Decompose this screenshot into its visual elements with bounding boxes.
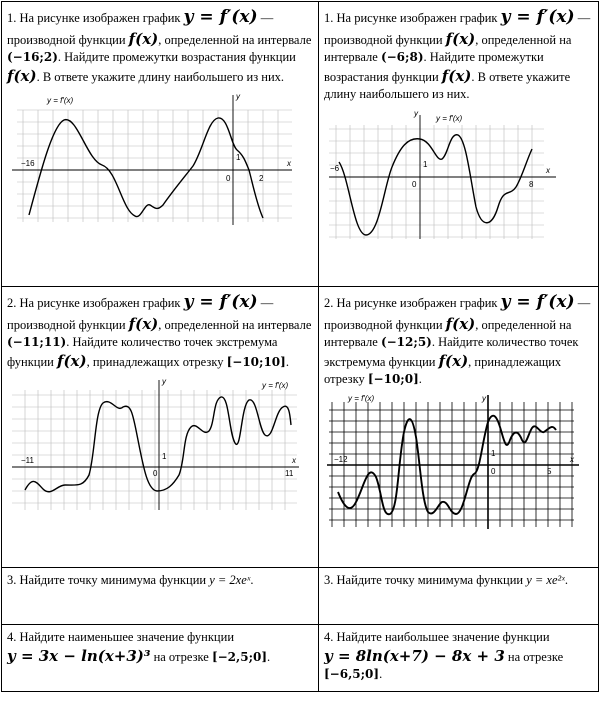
task-text: . В ответе укажите длину наибольшего из них. — [36, 70, 285, 85]
task-text: — — [260, 11, 274, 25]
tick-label: 0 — [226, 174, 231, 184]
segment: [−10;0] — [367, 372, 419, 387]
task-4-left — [2, 625, 319, 692]
tick-label: 8 — [529, 180, 534, 190]
function-symbol: f(x) — [57, 352, 87, 371]
task-text: производной функции — [7, 317, 126, 332]
task-text: Найдите точку минимума функции — [336, 573, 524, 587]
task-number: 4. — [7, 630, 17, 644]
task-text: — производной функции — [324, 296, 591, 332]
graph-task-1-right — [324, 107, 582, 242]
task-text: . Найдите количество точек экстремума функции — [324, 335, 579, 370]
function-formula: y = 8ln(x+7) − 8x + 3 — [324, 646, 505, 665]
tick-label: 2 — [259, 174, 264, 184]
y-axis-label: y — [236, 92, 240, 102]
tick-label: 11 — [285, 469, 294, 479]
tick-label: 0 — [412, 180, 417, 190]
tick-label: −16 — [21, 159, 35, 169]
task-2-left — [2, 287, 319, 568]
task-text: , принадлежащих отрезку — [86, 355, 224, 370]
task-number: 3. — [7, 573, 17, 587]
task-text: . Найдите промежутки возрастания функции — [57, 50, 296, 65]
task-text: на отрезке — [507, 649, 564, 664]
task-text: , определенной на интервале — [324, 317, 572, 350]
x-axis-label: x — [546, 166, 550, 176]
task-text: Найдите наименьшее значение функции — [19, 630, 235, 644]
task-text: . — [379, 667, 383, 682]
derivative-curve — [25, 397, 291, 492]
tick-label: 0 — [491, 467, 496, 477]
task-text: . — [250, 573, 254, 587]
task-text: Найдите наибольшее значение функции — [336, 630, 550, 644]
tick-label: 1 — [236, 153, 241, 163]
y-axis-label: y — [414, 109, 418, 119]
task-text: . Найдите промежутки возрастания функции — [324, 50, 544, 85]
interval: (−16;2) — [7, 50, 58, 65]
function-symbol: f(x) — [128, 29, 159, 48]
tick-label: −11 — [21, 456, 34, 466]
tick-label: 5 — [547, 467, 552, 477]
derivative-formula: y = f′(x) — [500, 7, 575, 27]
y-axis-label: y — [162, 377, 166, 387]
graph-label: y = f′(x) — [348, 394, 375, 404]
tick-label: −12 — [334, 455, 348, 465]
tick-label: 0 — [153, 469, 158, 479]
worksheet-row-2 — [2, 287, 599, 568]
task-number: 2. — [324, 296, 334, 310]
tick-label: 1 — [162, 452, 167, 462]
function-symbol: f(x) — [441, 67, 472, 86]
interval: (−6;8) — [380, 50, 424, 65]
interval: (−12;5) — [380, 335, 432, 350]
graph-label: y = f′(x) — [47, 96, 74, 106]
function-symbol: f(x) — [128, 314, 159, 333]
task-text: , определенной на интервале — [158, 32, 312, 47]
task-text: На рисунке изображен график — [336, 11, 498, 25]
task-4-right — [319, 625, 599, 692]
task-text: Найдите точку минимума функции — [19, 573, 207, 587]
segment: [−2,5;0] — [211, 649, 268, 664]
derivative-formula: y = f′(x) — [183, 7, 258, 27]
worksheet-table — [1, 1, 599, 692]
task-3-left — [2, 568, 319, 625]
x-axis-label: x — [287, 159, 291, 169]
x-axis-label: x — [292, 456, 296, 466]
derivative-formula: y = f′(x) — [183, 292, 258, 312]
task-text: . В ответе укажите длину наибольшего из них. — [324, 70, 571, 102]
function-symbol: f(x) — [445, 29, 476, 48]
task-text: , определенной на интервале — [158, 317, 312, 332]
function-symbol: f(x) — [7, 67, 37, 86]
task-number: 1. — [324, 11, 334, 25]
task-text: На рисунке изображен график — [336, 296, 498, 310]
function-formula: y = 2xeˣ — [209, 573, 251, 587]
task-text: производной функции — [7, 32, 126, 47]
derivative-curve — [29, 118, 263, 218]
task-text: , принадлежащих отрезку — [324, 355, 562, 387]
task-text: . — [418, 372, 422, 387]
worksheet-row-1 — [2, 2, 599, 287]
task-text: . — [267, 649, 271, 664]
task-number: 1. — [7, 11, 17, 25]
tick-label: −6 — [330, 164, 340, 174]
tick-label: 1 — [491, 449, 496, 459]
task-3-right — [319, 568, 599, 625]
task-2-right — [319, 287, 599, 568]
graph-task-1-left — [7, 90, 302, 230]
task-text: , определенной на интервале — [324, 32, 572, 65]
function-symbol: f(x) — [445, 314, 476, 333]
derivative-curve — [339, 135, 532, 235]
task-1-right — [319, 2, 599, 287]
graph-task-2-right — [324, 392, 582, 532]
segment: [−6,5;0] — [324, 667, 380, 682]
task-number: 4. — [324, 630, 334, 644]
function-formula: y = xe²ˣ — [526, 573, 565, 587]
task-text: На рисунке изображен график — [19, 296, 181, 310]
worksheet-row-4 — [2, 625, 599, 692]
interval: (−11;11) — [7, 335, 67, 350]
x-axis-label: x — [570, 455, 574, 465]
worksheet-row-3 — [2, 568, 599, 625]
task-text: — — [260, 296, 274, 310]
task-number: 3. — [324, 573, 334, 587]
task-text: На рисунке изображен график — [19, 11, 181, 25]
graph-label: y = f′(x) — [262, 381, 289, 391]
segment: [−10;10] — [226, 355, 286, 370]
tick-label: 1 — [423, 160, 428, 170]
graph-label: y = f′(x) — [436, 114, 463, 124]
task-text: — производной функции — [324, 11, 591, 47]
y-axis-label: y — [482, 394, 486, 404]
graph-task-2-left — [7, 375, 302, 515]
task-1-left — [2, 2, 319, 287]
task-text: . Найдите количество точек экстремума функции — [7, 335, 278, 370]
function-formula: y = 3x − ln(x+3)³ — [7, 646, 151, 665]
task-text: . — [564, 573, 568, 587]
task-text: . — [285, 355, 289, 370]
function-symbol: f(x) — [438, 352, 469, 371]
task-number: 2. — [7, 296, 17, 310]
task-text: на отрезке — [153, 649, 209, 664]
derivative-formula: y = f′(x) — [500, 292, 575, 312]
